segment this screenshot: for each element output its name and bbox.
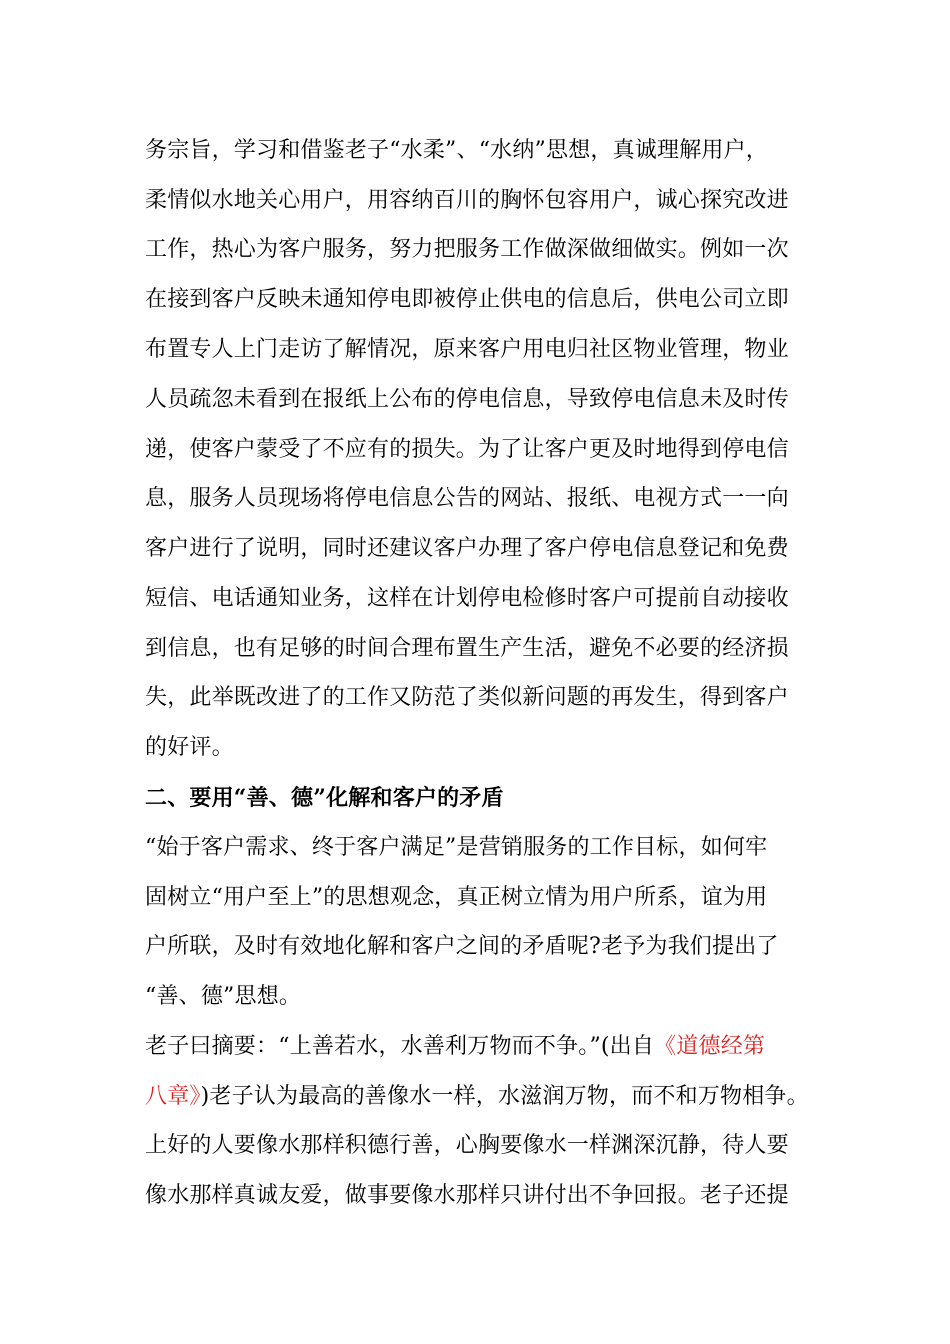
paragraph-line: 柔情似水地关心用户，用容纳百川的胸怀包容用户，诚心探究改进	[145, 188, 789, 213]
paragraph-line: 工作，热心为客户服务，努力把服务工作做深做细做实。例如一次	[145, 237, 789, 262]
source-link[interactable]: 《道德经第	[654, 1034, 766, 1059]
paragraph-line	[145, 1082, 809, 1112]
paragraph-line: 户所联，及时有效地化解和客户之间的矛盾呢?老予为我们提出了	[145, 934, 779, 959]
paragraph-line: “始于客户需求、终于客户满足”是营销服务的工作目标，如何牢	[145, 835, 768, 860]
paragraph-line: 固树立“用户至上”的思想观念，真正树立情为用户所系，谊为用	[145, 885, 768, 910]
paragraph-line: 到信息，也有足够的时间合理布置生产生活，避免不必要的经济损	[145, 636, 789, 661]
paragraph-line: 递，使客户蒙受了不应有的损失。为了让客户更及时地得到停电信	[145, 437, 789, 462]
paragraph-line: 人员疏忽未看到在报纸上公布的停电信息，导致停电信息未及时传	[145, 387, 789, 412]
paragraph-text: )老子认为最高的善像水一样，水滋润万物，而不和万物相争。	[200, 1084, 809, 1109]
paragraph-line: 客户进行了说明，同时还建议客户办理了客户停电信息登记和免费	[145, 536, 789, 561]
source-link[interactable]: 八章》	[145, 1084, 201, 1109]
paragraph-line: 在接到客户反映未通知停电即被停止供电的信息后，供电公司立即	[145, 287, 789, 312]
quote-text: 老子曰摘要：“上善若水，水善利万物而不争。”(出自	[145, 1034, 655, 1059]
paragraph-line: 失，此举既改进了的工作又防范了类似新问题的再发生，得到客户	[145, 685, 789, 710]
paragraph-line: 的好评。	[145, 735, 234, 760]
paragraph-line: 息，服务人员现场将停电信息公告的网站、报纸、电视方式一一向	[145, 486, 789, 511]
paragraph-line: 短信、电话通知业务，这样在计划停电检修时客户可提前自动接收	[145, 586, 789, 611]
paragraph-line: 上好的人要像水那样积德行善，心胸要像水一样渊深沉静，待人要	[145, 1133, 789, 1158]
section-heading: 二、要用“善、德”化解和客户的矛盾	[145, 785, 504, 811]
paragraph-line: “善、德”思想。	[145, 984, 302, 1009]
paragraph-line: 像水那样真诚友爱，做事要像水那样只讲付出不争回报。老子还提	[145, 1183, 789, 1208]
paragraph-line	[145, 1032, 765, 1062]
paragraph-line: 布置专人上门走访了解情况，原来客户用电归社区物业管理，物业	[145, 337, 789, 362]
paragraph-line: 务宗旨，学习和借鉴老子“水柔”、“水纳”思想，真诚理解用户，	[145, 138, 768, 163]
